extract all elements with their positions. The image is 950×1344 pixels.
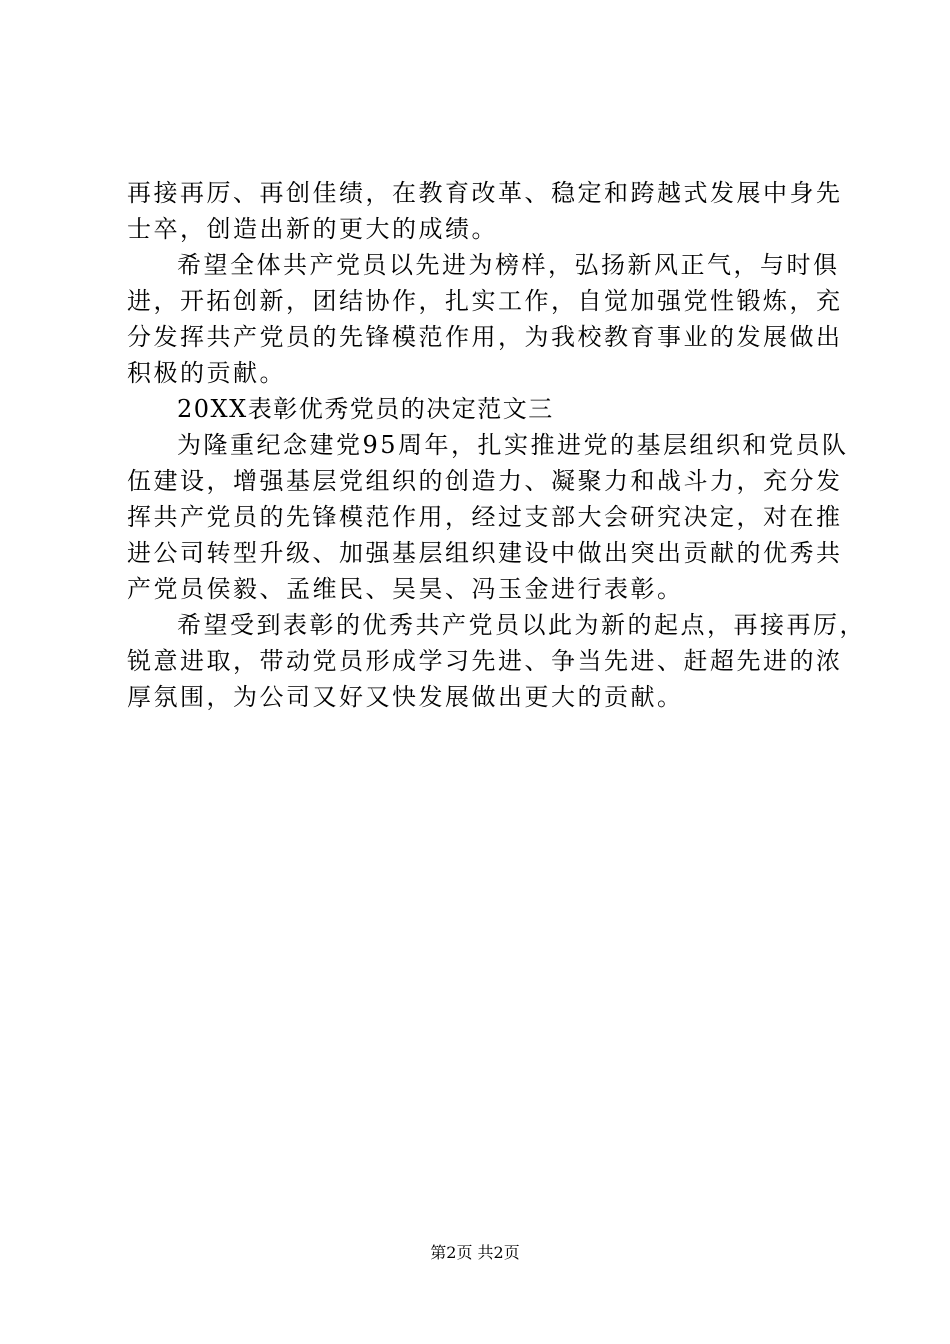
page-footer <box>0 1241 950 1265</box>
paragraph-line: 希望全体共产党员以先进为榜样，弘扬新风正气，与时俱 <box>177 251 840 279</box>
document-body <box>127 175 866 715</box>
paragraph-line: 为隆重纪念建党95周年，扎实推进党的基层组织和党员队 <box>177 431 849 459</box>
paragraph-line: 希望受到表彰的优秀共产党员以此为新的起点，再接再厉， <box>177 611 866 639</box>
paragraph-line: 厚氛围，为公司又好又快发展做出更大的贡献。 <box>127 683 684 711</box>
paragraph-line: 产党员侯毅、孟维民、吴昊、冯玉金进行表彰。 <box>127 575 684 603</box>
paragraph-line: 士卒，创造出新的更大的成绩。 <box>127 215 498 243</box>
paragraph-line: 分发挥共产党员的先锋模范作用，为我校教育事业的发展做出 <box>127 323 843 351</box>
paragraph-line: 再接再厉、再创佳绩，在教育改革、稳定和跨越式发展中身先 <box>127 179 843 207</box>
paragraph-line: 伍建设，增强基层党组织的创造力、凝聚力和战斗力，充分发 <box>127 467 843 495</box>
paragraph-line: 进公司转型升级、加强基层组织建设中做出突出贡献的优秀共 <box>127 539 843 567</box>
paragraph-line: 进，开拓创新，团结协作，扎实工作，自觉加强党性锻炼，充 <box>127 287 843 315</box>
paragraph-line: 锐意进取，带动党员形成学习先进、争当先进、赶超先进的浓 <box>127 647 843 675</box>
paragraph-line: 挥共产党员的先锋模范作用，经过支部大会研究决定，对在推 <box>127 503 843 531</box>
paragraph-line: 积极的贡献。 <box>127 359 286 387</box>
section-heading: 20XX表彰优秀党员的决定范文三 <box>177 395 554 423</box>
page-number: 第2页 共2页 <box>430 1243 520 1262</box>
